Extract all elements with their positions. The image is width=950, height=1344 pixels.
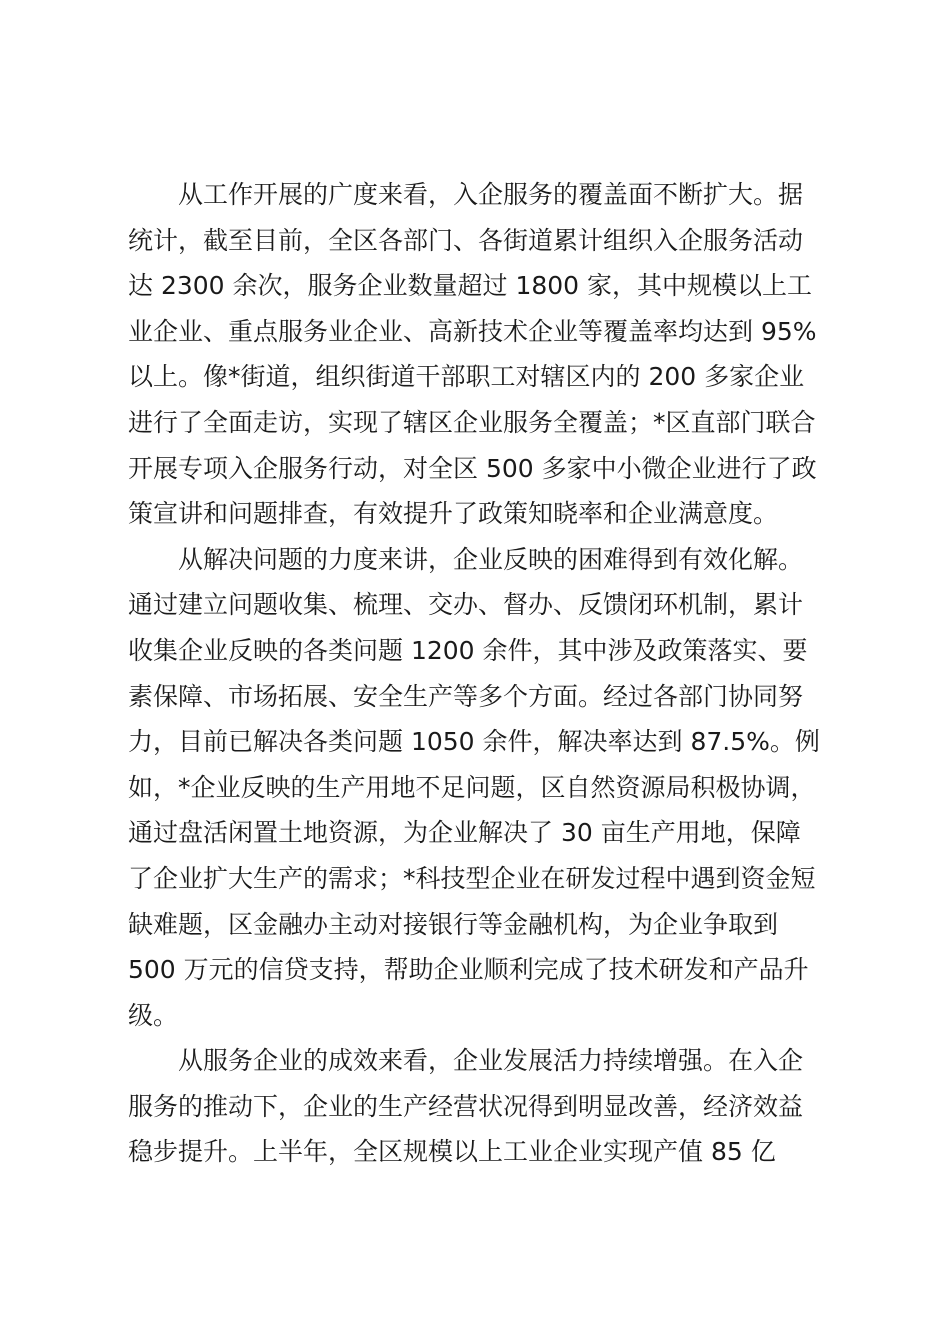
paragraph-line: 500 万元的信贷支持，帮助企业顺利完成了技术研发和产品升	[128, 955, 809, 985]
paragraph-line: 从服务企业的成效来看，企业发展活力持续增强。在入企	[178, 1046, 804, 1076]
paragraph-line: 收集企业反映的各类问题 1200 余件，其中涉及政策落实、要	[128, 635, 808, 665]
paragraph-line: 统计，截至目前，全区各部门、各街道累计组织入企服务活动	[128, 225, 804, 255]
paragraph-line: 素保障、市场拓展、安全生产等多个方面。经过各部门协同努	[128, 681, 804, 711]
paragraph-line: 缺难题，区金融办主动对接银行等金融机构，为企业争取到	[128, 909, 779, 939]
paragraph-line: 策宣讲和问题排查，有效提升了政策知晓率和企业满意度。	[128, 499, 779, 529]
paragraph-line: 达 2300 余次，服务企业数量超过 1800 家，其中规模以上工	[128, 271, 813, 301]
paragraph-line: 稳步提升。上半年，全区规模以上工业企业实现产值 85 亿	[128, 1137, 776, 1167]
paragraph-line: 力，目前已解决各类问题 1050 余件，解决率达到 87.5%。例	[128, 727, 820, 757]
paragraph-line: 服务的推动下，企业的生产经营状况得到明显改善，经济效益	[128, 1091, 804, 1121]
paragraph-line: 通过建立问题收集、梳理、交办、督办、反馈闭环机制，累计	[128, 590, 804, 620]
paragraph-line: 以上。像*街道，组织街道干部职工对辖区内的 200 多家企业	[128, 362, 805, 392]
paragraph-line: 业企业、重点服务业企业、高新技术企业等覆盖率均达到 95%	[128, 316, 817, 346]
paragraph-line: 进行了全面走访，实现了辖区企业服务全覆盖；*区直部门联合	[128, 407, 816, 437]
paragraph-line: 级。	[128, 1000, 179, 1030]
paragraph-1	[128, 172, 830, 537]
paragraph-2	[128, 537, 830, 1039]
paragraph-line: 开展专项入企服务行动，对全区 500 多家中小微企业进行了政	[128, 453, 817, 483]
paragraph-3	[128, 1038, 830, 1175]
paragraph-line: 从解决问题的力度来讲，企业反映的困难得到有效化解。	[178, 544, 804, 574]
paragraph-line: 通过盘活闲置土地资源，为企业解决了 30 亩生产用地，保障	[128, 818, 801, 848]
paragraph-line: 如，*企业反映的生产用地不足问题，区自然资源局积极协调，	[128, 772, 816, 802]
document-body	[128, 172, 830, 1175]
paragraph-line: 从工作开展的广度来看，入企服务的覆盖面不断扩大。据	[178, 180, 804, 209]
paragraph-line: 了企业扩大生产的需求；*科技型企业在研发过程中遇到资金短	[128, 863, 816, 893]
